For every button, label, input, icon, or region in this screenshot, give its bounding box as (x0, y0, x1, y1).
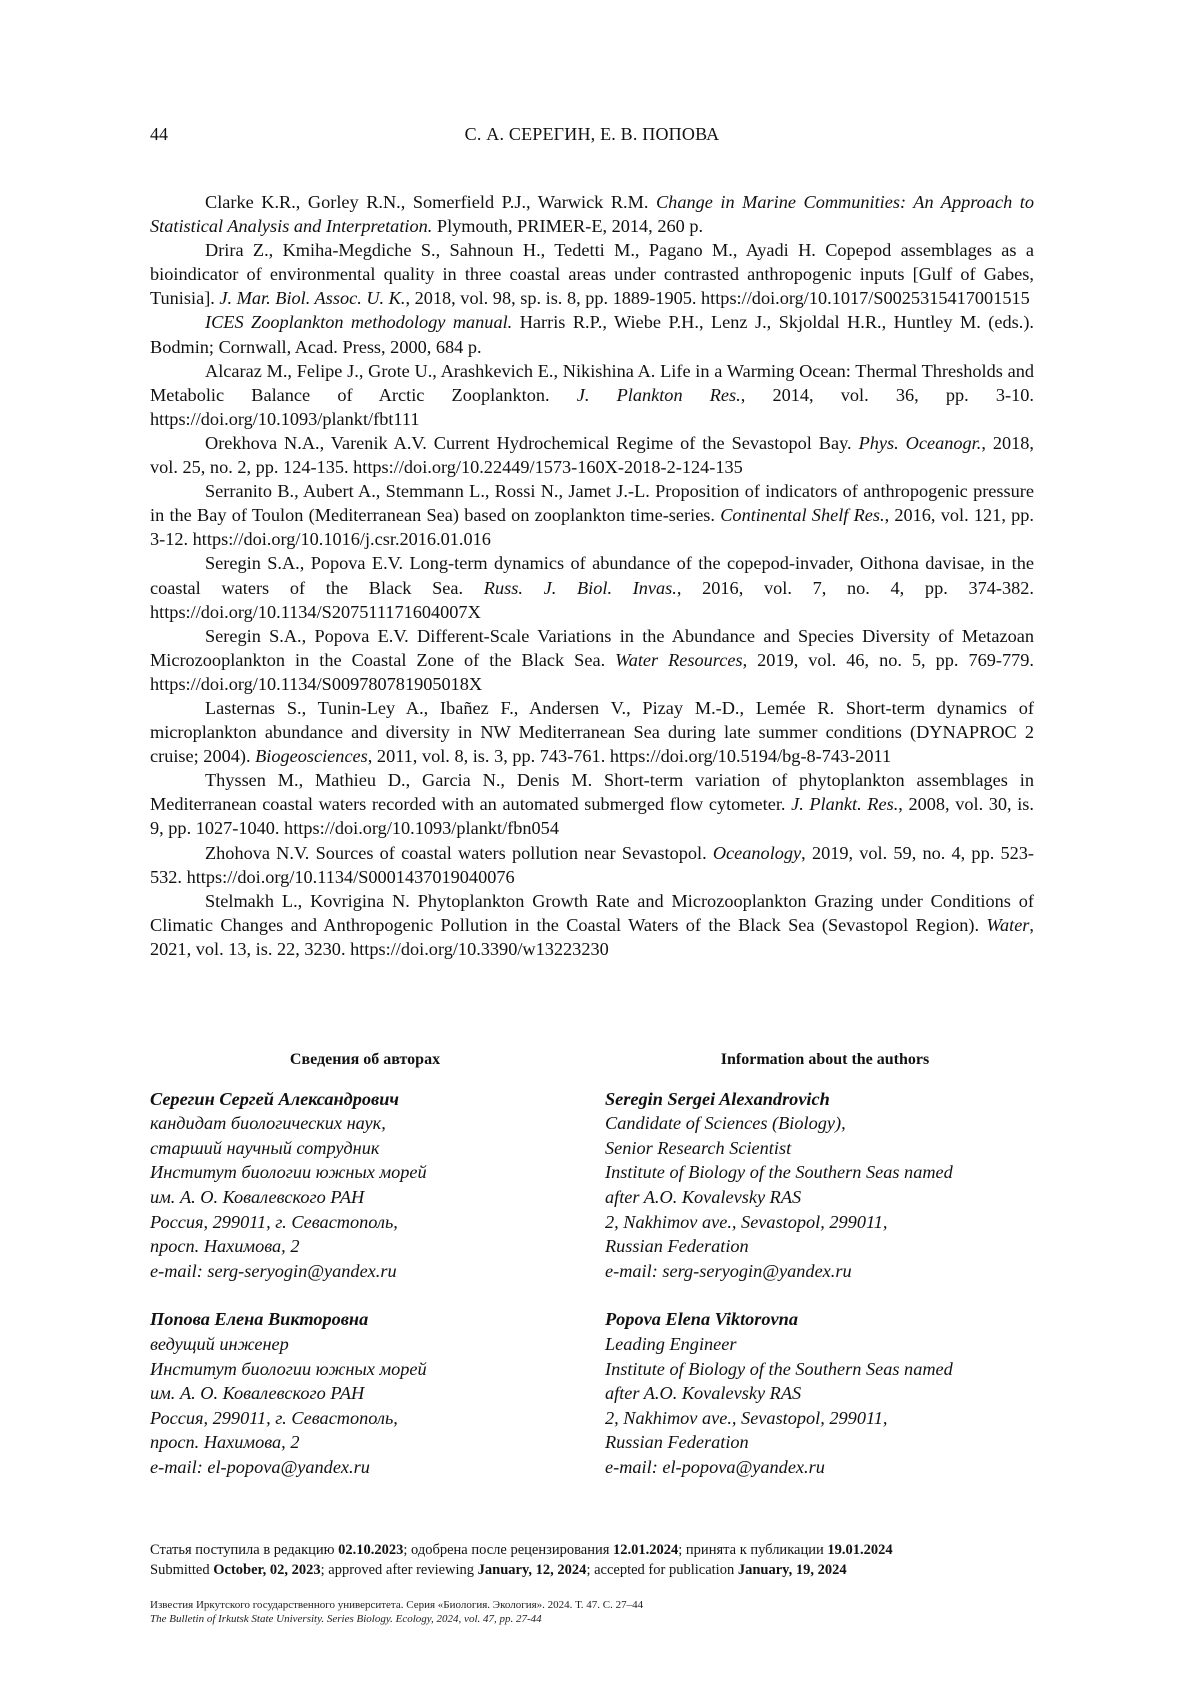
journal-footer (150, 1598, 1050, 1626)
reference-text: Seregin S.A., Popova E.V. Different-Scale Variations in the Abundance and Species Diversity of Metazoan Microzooplankton in the Coastal Zone of the Black Sea. (150, 625, 1034, 670)
date-label: ; approved after reviewing (320, 1562, 478, 1578)
reference-text: Harris R.P., Wiebe P.H., Lenz J., Skjoldal H.R., Huntley M. (eds.). Bodmin; Cornwall, Acad. Press, 2000, 684 p. (150, 312, 1034, 357)
author-detail-line: Leading Engineer (605, 1333, 737, 1354)
running-header-authors: С. А. СЕРЕГИН, Е. В. ПОПОВА (464, 124, 720, 144)
reference-item (150, 190, 1034, 238)
article-dates-english (150, 1560, 1050, 1580)
reference-source-title: Water Resources (615, 649, 743, 670)
reference-text: , 2014, vol. 36, pp. 3-10. https://doi.org/10.1093/plankt/fbt111 (150, 384, 1034, 429)
reference-text: Drira Z., Kmiha-Megdiche S., Sahnoun H., Tedetti M., Pagano M., Ayadi H. Copepod assemblages as a bioindicator of environmental quality in three coastal areas under contrasted anthropogenic inputs [Gulf of Gabes, Tunisia]. (150, 240, 1034, 309)
author-detail-line: Институт биологии южных морей (150, 1162, 427, 1183)
authors-column-russian (150, 1048, 580, 1504)
author-name: Popova Elena Viktorovna (605, 1309, 798, 1330)
author-name: Серегин Сергей Александрович (150, 1088, 399, 1109)
date-value: October, 02, 2023 (213, 1562, 321, 1578)
author-detail-line: Russian Federation (605, 1432, 749, 1453)
reference-text: Plymouth, PRIMER-E, 2014, 260 p. (432, 216, 704, 237)
date-label: ; принята к публикации (678, 1542, 828, 1558)
author-detail-line: after A.O. Kovalevsky RAS (605, 1383, 802, 1404)
author-detail-line: старший научный сотрудник (150, 1137, 380, 1158)
reference-item (150, 238, 1034, 310)
reference-text: Thyssen M., Mathieu D., Garcia N., Denis M. Short-term variation of phytoplankton assemblages in Mediterranean coastal waters recorded with an automated submerged flow cytometer. (150, 770, 1034, 815)
date-label: ; одобрена после рецензирования (403, 1542, 614, 1558)
author-detail-line: Россия, 299011, г. Севастополь, (150, 1407, 398, 1428)
author-name: Seregin Sergei Alexandrovich (605, 1088, 830, 1109)
reference-item (150, 889, 1034, 961)
date-value: January, 12, 2024 (477, 1562, 587, 1578)
authors-heading-english: Information about the authors (720, 1051, 930, 1068)
reference-text: , 2018, vol. 98, sp. is. 8, pp. 1889-1905. https://doi.org/10.1017/S0025315417001515 (405, 288, 1030, 309)
reference-text: Seregin S.A., Popova E.V. Long-term dynamics of abundance of the copepod-invader, Oithona davisae, in the coastal waters of the Black Sea. (150, 553, 1034, 598)
footer-citation-english: The Bulletin of Irkutsk State University. Series Biology. Ecology, 2024, vol. 47, pp. 27-44 (150, 1613, 542, 1625)
reference-text: Zhohova N.V. Sources of coastal waters pollution near Sevastopol. (205, 842, 713, 863)
author-detail-line: 2, Nakhimov ave., Sevastopol, 299011, (605, 1211, 888, 1232)
author-email: e-mail: el-popova@yandex.ru (605, 1456, 825, 1477)
reference-item (150, 696, 1034, 768)
reference-text: , 2019, vol. 46, no. 5, pp. 769-779. https://doi.org/10.1134/S009780781905018X (150, 649, 1034, 694)
author-entry (605, 1307, 1045, 1479)
author-detail-line: кандидат биологических наук, (150, 1113, 386, 1134)
reference-text: Lasternas S., Tunin-Ley A., Ibañez F., Andersen V., Pizay M.-D., Lemée R. Short-term dynamics of microplankton abundance and diversity in NW Mediterranean Sea during late summer conditions (DYNAPROC 2 cruise; 2004). (150, 697, 1034, 767)
reference-item (150, 768, 1034, 840)
reference-source-title: J. Plankton Res. (576, 384, 741, 405)
date-label: Submitted (150, 1562, 214, 1578)
author-name: Попова Елена Викторовна (150, 1309, 369, 1330)
reference-source-title: ICES Zooplankton methodology manual. (205, 312, 513, 333)
reference-list (150, 190, 1034, 961)
date-value: 19.01.2024 (827, 1542, 893, 1558)
reference-text: Clarke K.R., Gorley R.N., Somerfield P.J., Warwick R.M. (205, 192, 656, 212)
reference-item (150, 551, 1034, 623)
author-detail-line: Candidate of Sciences (Biology), (605, 1113, 846, 1134)
reference-text: , 2021, vol. 13, is. 22, 3230. https://doi.org/10.3390/w13223230 (150, 914, 1034, 959)
reference-item (150, 431, 1034, 479)
reference-text: , 2011, vol. 8, is. 3, pp. 743-761. https://doi.org/10.5194/bg-8-743-2011 (367, 746, 892, 767)
authors-heading-russian: Сведения об авторах (289, 1051, 441, 1068)
footer-citation-russian: Известия Иркутского государственного университета. Серия «Биология. Экология». 2024. Т. 47. С. 27–44 (150, 1599, 644, 1611)
reference-source-title: Russ. J. Biol. Invas. (483, 577, 677, 598)
author-detail-line: им. А. О. Ковалевского РАН (150, 1186, 365, 1207)
reference-text: Alcaraz M., Felipe J., Grote U., Arashkevich E., Nikishina A. Life in a Warming Ocean: Thermal Thresholds and Metabolic Balance of Arctic Zooplankton. (150, 360, 1034, 405)
reference-item (150, 310, 1034, 358)
reference-text: Orekhova N.A., Varenik A.V. Current Hydrochemical Regime of the Sevastopol Bay. (205, 432, 859, 453)
date-value: 12.01.2024 (613, 1542, 679, 1558)
author-detail-line: им. А. О. Ковалевского РАН (150, 1383, 365, 1404)
reference-text: Stelmakh L., Kovrigina N. Phytoplankton Growth Rate and Microzooplankton Grazing under Conditions of Climatic Changes and Anthropogenic Pollution in the Coastal Waters of the Black Sea (Sevastopol Region). (150, 890, 1034, 935)
reference-text: , 2016, vol. 7, no. 4, pp. 374-382. https://doi.org/10.1134/S207511171604007X (150, 577, 1034, 622)
reference-item (150, 479, 1034, 551)
reference-source-title: Water (986, 914, 1030, 935)
page-number: 44 (150, 124, 168, 144)
reference-text: , 2019, vol. 59, no. 4, pp. 523-532. https://doi.org/10.1134/S0001437019040076 (150, 842, 1034, 887)
date-value: January, 19, 2024 (737, 1562, 847, 1578)
author-detail-line: Институт биологии южных морей (150, 1358, 427, 1379)
author-detail-line: Institute of Biology of the Southern Seas named (605, 1162, 953, 1183)
author-entry (150, 1307, 580, 1479)
date-label: ; accepted for publication (586, 1562, 738, 1578)
reference-source-title: J. Mar. Biol. Assoc. U. K. (219, 288, 406, 309)
author-detail-line: просп. Нахимова, 2 (150, 1432, 300, 1453)
reference-text: , 2016, vol. 121, pp. 3-12. https://doi.org/10.1016/j.csr.2016.01.016 (150, 505, 1034, 550)
date-label: Статья поступила в редакцию (150, 1542, 339, 1558)
authors-column-english (605, 1048, 1045, 1504)
author-email: e-mail: serg-seryogin@yandex.ru (605, 1260, 852, 1281)
article-dates (150, 1540, 1050, 1580)
author-detail-line: просп. Нахимова, 2 (150, 1236, 300, 1257)
author-entry (150, 1087, 580, 1284)
reference-item (150, 359, 1034, 431)
reference-source-title: Change in Marine Communities: An Approach to Statistical Analysis and Interpretation. (150, 192, 1034, 237)
reference-source-title: Continental Shelf Res. (720, 505, 885, 526)
reference-source-title: Phys. Oceanogr. (858, 432, 982, 453)
date-value: 02.10.2023 (338, 1542, 404, 1558)
author-email: e-mail: serg-seryogin@yandex.ru (150, 1260, 397, 1281)
reference-item (150, 841, 1034, 889)
author-detail-line: after A.O. Kovalevsky RAS (605, 1186, 802, 1207)
reference-text: Serranito B., Aubert A., Stemmann L., Rossi N., Jamet J.-L. Proposition of indicators of anthropogenic pressure in the Bay of Toulon (Mediterranean Sea) based on zooplankton time-series. (150, 481, 1034, 526)
reference-source-title: Biogeosciences (255, 746, 368, 767)
author-email: e-mail: el-popova@yandex.ru (150, 1456, 370, 1477)
author-detail-line: 2, Nakhimov ave., Sevastopol, 299011, (605, 1407, 888, 1428)
author-entry (605, 1087, 1045, 1284)
author-detail-line: Russian Federation (605, 1236, 749, 1257)
author-detail-line: Institute of Biology of the Southern Seas named (605, 1358, 953, 1379)
reference-source-title: Oceanology (712, 842, 802, 863)
author-detail-line: Senior Research Scientist (605, 1137, 792, 1158)
reference-text: , 2018, vol. 25, no. 2, pp. 124-135. https://doi.org/10.22449/1573-160X-2018-2-124-135 (150, 432, 1035, 478)
reference-source-title: J. Plankt. Res. (791, 794, 899, 815)
author-detail-line: Россия, 299011, г. Севастополь, (150, 1211, 398, 1232)
running-header (150, 124, 1034, 150)
reference-item (150, 624, 1034, 696)
reference-text: , 2008, vol. 30, is. 9, pp. 1027-1040. https://doi.org/10.1093/plankt/fbn054 (150, 794, 1034, 839)
author-detail-line: ведущий инженер (150, 1333, 289, 1354)
article-dates-russian (150, 1540, 1050, 1560)
